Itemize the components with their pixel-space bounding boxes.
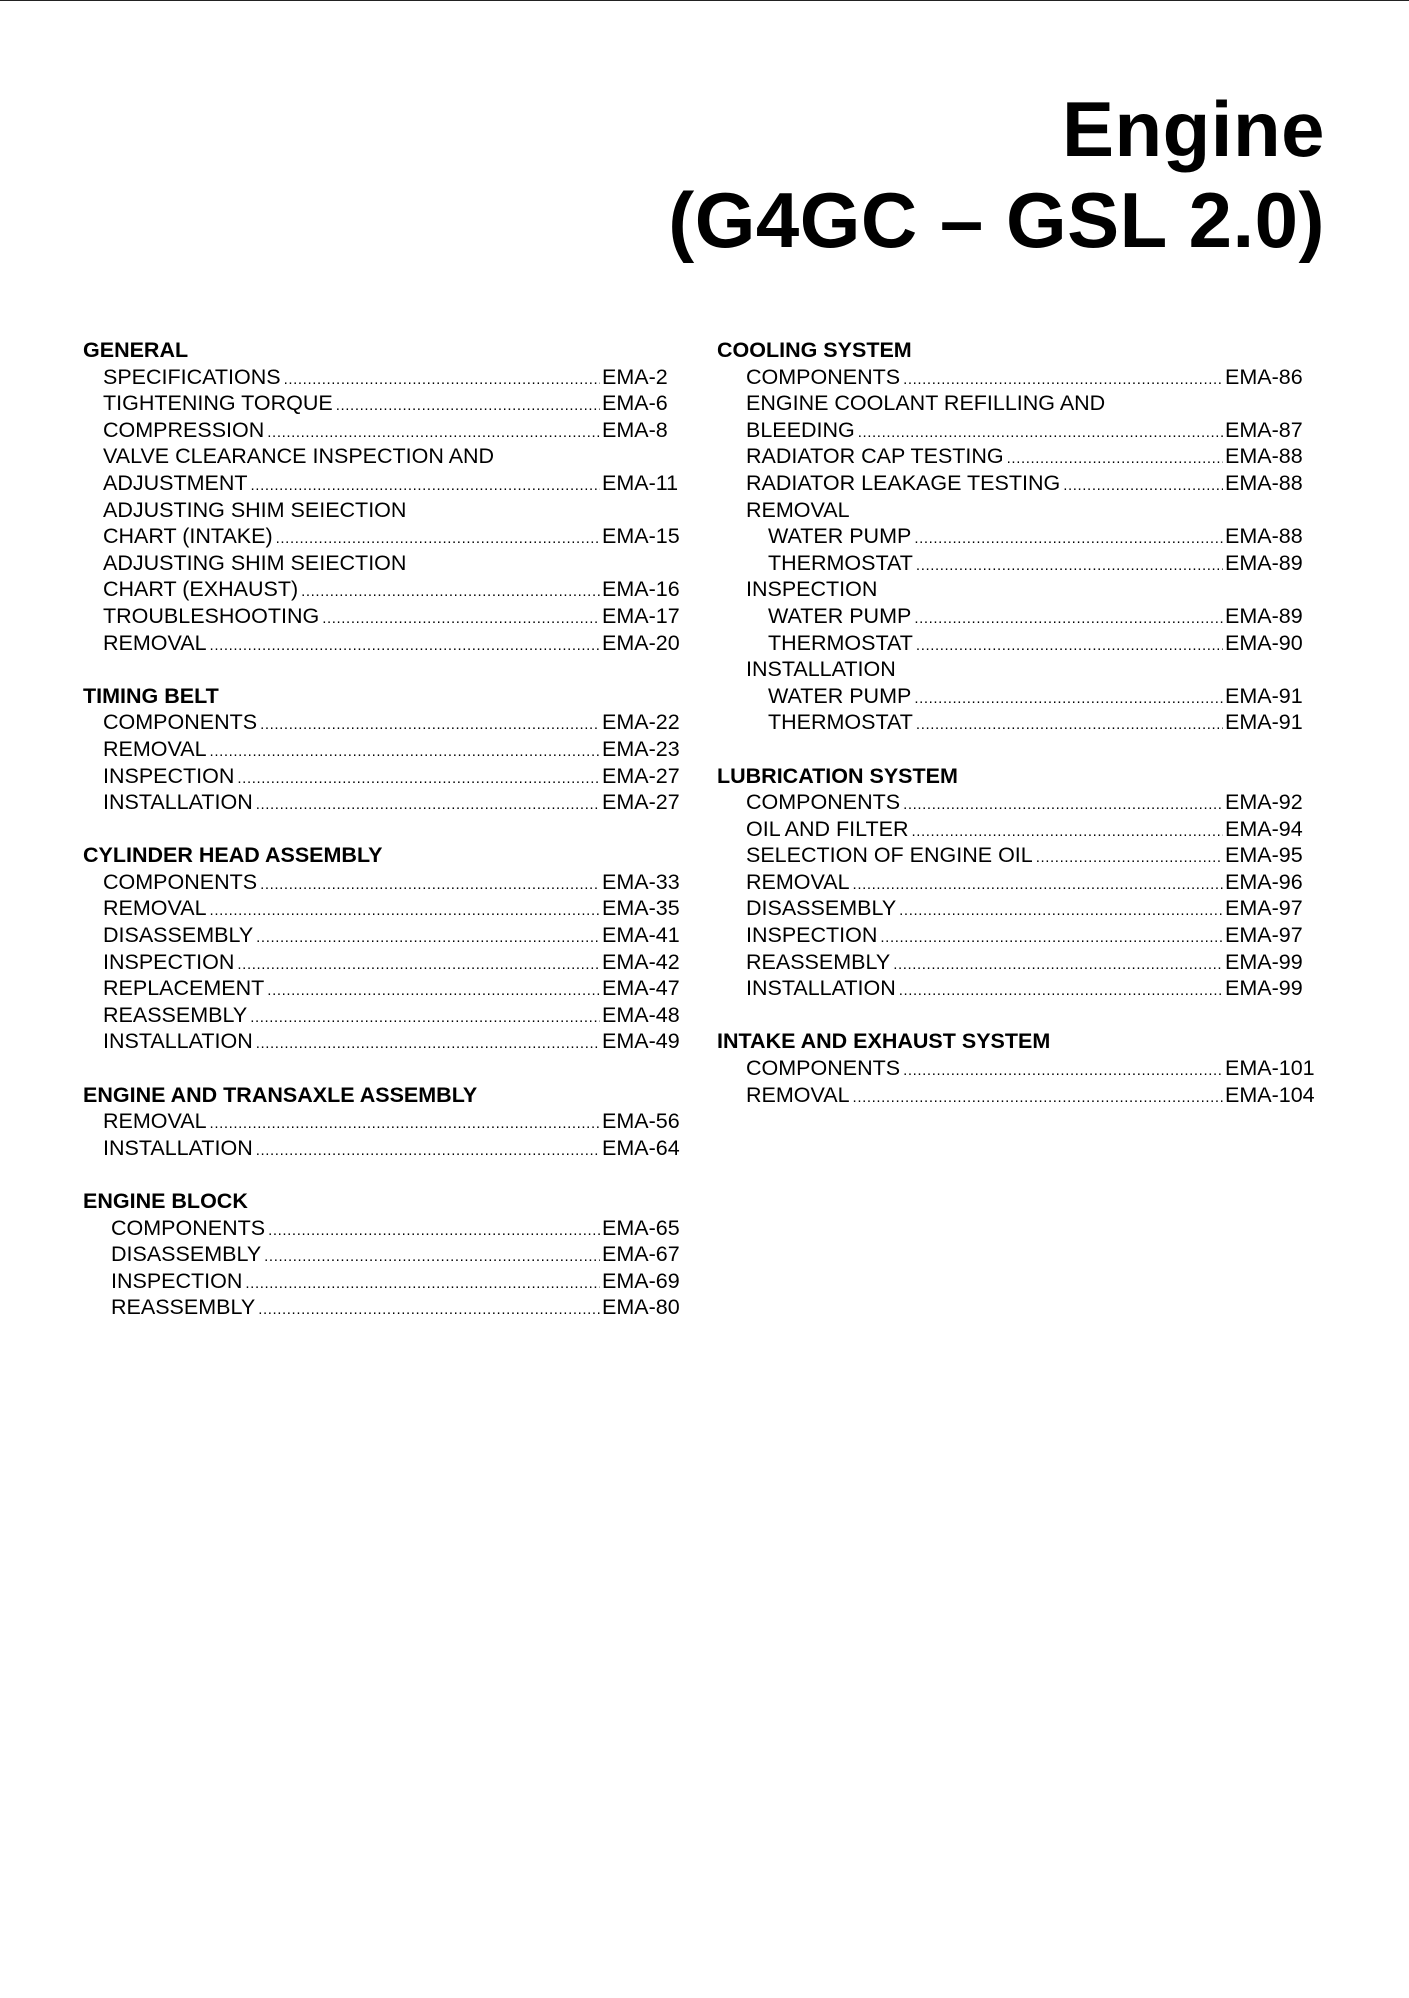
toc-entry-label: THERMOSTAT — [768, 630, 913, 655]
toc-entry — [717, 576, 1321, 603]
toc-entry[interactable] — [83, 736, 686, 763]
toc-entry-page: EMA-6 — [602, 391, 668, 416]
toc-entry[interactable] — [717, 1055, 1321, 1082]
dot-leader — [210, 739, 600, 766]
toc-entry-label: ADJUSTMENT — [103, 470, 248, 495]
toc-entry-page: EMA-42 — [602, 949, 680, 974]
toc-entry[interactable] — [717, 683, 1321, 710]
toc-entry[interactable] — [83, 364, 686, 391]
toc-entry-page: EMA-48 — [602, 1002, 680, 1027]
toc-entry-label: OIL AND FILTER — [746, 816, 909, 841]
toc-entry-page: EMA-104 — [1225, 1082, 1315, 1107]
dot-leader — [911, 819, 1223, 846]
toc-entry-label: REMOVAL — [103, 630, 207, 655]
toc-entry-page: EMA-8 — [602, 417, 668, 442]
toc-entry[interactable] — [717, 816, 1321, 843]
toc-entry-label: ENGINE COOLANT REFILLING AND — [746, 391, 1106, 416]
dot-leader — [916, 712, 1223, 739]
dot-leader — [301, 579, 600, 606]
toc-entry-page: EMA-69 — [602, 1268, 680, 1293]
toc-entry-page: EMA-27 — [602, 763, 680, 788]
dot-leader — [237, 766, 600, 793]
toc-entry-label: COMPONENTS — [103, 869, 258, 894]
toc-entry-page: EMA-20 — [602, 630, 680, 655]
toc-entry[interactable] — [83, 949, 686, 976]
dot-leader — [260, 872, 600, 899]
dot-leader — [899, 978, 1223, 1005]
toc-section-heading: CYLINDER HEAD ASSEMBLY — [83, 843, 383, 868]
toc-entry-page: EMA-87 — [1225, 417, 1303, 442]
toc-entry-page: EMA-99 — [1225, 949, 1303, 974]
toc-section-heading: TIMING BELT — [83, 683, 219, 708]
toc-entry-label: ADJUSTING SHIM SEIECTION — [103, 497, 407, 522]
toc-entry[interactable] — [83, 895, 686, 922]
toc-entry-page: EMA-89 — [1225, 603, 1303, 628]
toc-entry-page: EMA-41 — [602, 923, 680, 948]
dot-leader — [210, 898, 600, 925]
toc-entry-page: EMA-91 — [1225, 683, 1303, 708]
toc-entry[interactable] — [83, 763, 686, 790]
toc-entry-page: EMA-33 — [602, 869, 680, 894]
toc-entry[interactable] — [83, 975, 686, 1002]
toc-entry-label: REMOVAL — [746, 1082, 850, 1107]
toc-entry-label: CHART (EXHAUST) — [103, 577, 299, 602]
toc-entry-label: ADJUSTING SHIM SEIECTION — [103, 550, 407, 575]
dot-leader — [284, 367, 600, 394]
toc-entry-label: REPLACEMENT — [103, 976, 265, 1001]
toc-entry-label: INSPECTION — [103, 949, 235, 974]
toc-entry-label: REASSEMBLY — [111, 1295, 256, 1320]
toc-entry-page: EMA-22 — [602, 710, 680, 735]
toc-section — [83, 683, 686, 816]
toc-entry[interactable] — [717, 417, 1321, 444]
toc-entry-label: REASSEMBLY — [746, 949, 891, 974]
toc-entry[interactable] — [83, 603, 686, 630]
dot-leader — [903, 792, 1223, 819]
toc-entry-label: INSTALLATION — [103, 790, 253, 815]
toc-entry-page: EMA-15 — [602, 524, 680, 549]
toc-section — [717, 337, 1321, 736]
dot-leader — [858, 420, 1223, 447]
toc-entry-label: INSTALLATION — [746, 976, 896, 1001]
toc-entry-label: REMOVAL — [103, 736, 207, 761]
dot-leader — [264, 1244, 600, 1271]
dot-leader — [251, 473, 600, 500]
toc-entry-label: REMOVAL — [746, 869, 850, 894]
toc-section — [83, 1082, 686, 1162]
dot-leader — [1063, 473, 1223, 500]
toc-section — [83, 842, 686, 1055]
dot-leader — [256, 792, 600, 819]
dot-leader — [853, 872, 1223, 899]
dot-leader — [210, 633, 600, 660]
toc-entry[interactable] — [83, 390, 686, 417]
toc-entry-page: EMA-88 — [1225, 470, 1303, 495]
toc-entry[interactable] — [83, 1268, 686, 1295]
toc-entry-page: EMA-101 — [1225, 1056, 1315, 1081]
title-line-2: (G4GC – GSL 2.0) — [668, 176, 1325, 264]
dot-leader — [1007, 446, 1223, 473]
toc-section-heading: INTAKE AND EXHAUST SYSTEM — [717, 1029, 1051, 1054]
toc-entry[interactable] — [717, 550, 1321, 577]
toc-entry[interactable] — [717, 630, 1321, 657]
dot-leader — [237, 952, 600, 979]
dot-leader — [245, 1271, 600, 1298]
toc-entry-page: EMA-65 — [602, 1215, 680, 1240]
toc-entry[interactable] — [717, 789, 1321, 816]
toc-entry-label: CHART (INTAKE) — [103, 524, 273, 549]
toc-entry[interactable] — [83, 523, 686, 550]
toc-entry[interactable] — [717, 922, 1321, 949]
toc-entry-label: REMOVAL — [746, 497, 850, 522]
toc-entry[interactable] — [717, 895, 1321, 922]
toc-entry-page: EMA-91 — [1225, 710, 1303, 735]
dot-leader — [336, 393, 600, 420]
toc-entry-page: EMA-80 — [602, 1295, 680, 1320]
toc-entry[interactable] — [83, 1108, 686, 1135]
toc-entry-label: COMPONENTS — [746, 790, 901, 815]
dot-leader — [914, 686, 1223, 713]
toc-entry-label: REASSEMBLY — [103, 1002, 248, 1027]
dot-leader — [256, 925, 600, 952]
toc-entry-page: EMA-27 — [602, 790, 680, 815]
toc-entry-label: REMOVAL — [103, 1109, 207, 1134]
toc-entry[interactable] — [83, 789, 686, 816]
dot-leader — [267, 978, 600, 1005]
toc-entry-label: INSTALLATION — [103, 1029, 253, 1054]
dot-leader — [893, 952, 1223, 979]
toc-section-heading: ENGINE AND TRANSAXLE ASSEMBLY — [83, 1082, 478, 1107]
dot-leader — [899, 898, 1223, 925]
toc-entry-label: COMPONENTS — [103, 710, 258, 735]
toc-entry-page: EMA-88 — [1225, 524, 1303, 549]
toc-entry[interactable] — [83, 1002, 686, 1029]
toc-right-column — [717, 337, 1321, 1135]
toc-entry[interactable] — [83, 869, 686, 896]
dot-leader — [903, 367, 1223, 394]
toc-entry-label: RADIATOR CAP TESTING — [746, 444, 1004, 469]
toc-section — [83, 337, 686, 656]
toc-entry-page: EMA-88 — [1225, 444, 1303, 469]
dot-leader — [916, 633, 1223, 660]
toc-entry — [83, 550, 686, 577]
toc-entry-label: REMOVAL — [103, 896, 207, 921]
toc-entry[interactable] — [717, 709, 1321, 736]
toc-entry-label: INSPECTION — [746, 577, 878, 602]
dot-leader — [914, 526, 1223, 553]
toc-entry-page: EMA-49 — [602, 1029, 680, 1054]
toc-entry[interactable] — [717, 443, 1321, 470]
dot-leader — [258, 1297, 600, 1324]
toc-entry — [83, 443, 686, 470]
toc-entry[interactable] — [83, 1294, 686, 1321]
toc-entry-label: TIGHTENING TORQUE — [103, 391, 333, 416]
toc-entry[interactable] — [83, 470, 686, 497]
toc-entry-label: COMPONENTS — [111, 1215, 266, 1240]
toc-entry-label: WATER PUMP — [768, 524, 912, 549]
toc-entry[interactable] — [83, 1241, 686, 1268]
toc-entry[interactable] — [717, 523, 1321, 550]
page-title — [668, 84, 1325, 266]
dot-leader — [916, 553, 1223, 580]
dot-leader — [880, 925, 1223, 952]
dot-leader — [250, 1005, 600, 1032]
toc-entry-page: EMA-97 — [1225, 923, 1303, 948]
toc-left-column — [83, 337, 686, 1348]
toc-section — [83, 1188, 686, 1321]
toc-entry[interactable] — [717, 470, 1321, 497]
toc-entry-page: EMA-35 — [602, 896, 680, 921]
dot-leader — [256, 1031, 600, 1058]
dot-leader — [256, 1138, 600, 1165]
toc-entry-label: COMPRESSION — [103, 417, 265, 442]
toc-entry[interactable] — [83, 922, 686, 949]
dot-leader — [260, 712, 600, 739]
toc-section-heading: ENGINE BLOCK — [83, 1189, 248, 1213]
dot-leader — [210, 1111, 600, 1138]
toc-entry[interactable] — [83, 1215, 686, 1242]
toc-entry — [717, 497, 1321, 524]
toc-entry-page: EMA-23 — [602, 736, 680, 761]
toc-entry[interactable] — [83, 1135, 686, 1162]
toc-entry-page: EMA-97 — [1225, 896, 1303, 921]
toc-entry-page: EMA-64 — [602, 1135, 680, 1160]
toc-entry[interactable] — [83, 417, 686, 444]
dot-leader — [914, 606, 1223, 633]
toc-entry — [717, 390, 1321, 417]
toc-entry-page: EMA-90 — [1225, 630, 1303, 655]
toc-entry-label: SPECIFICATIONS — [103, 364, 281, 389]
dot-leader — [268, 1218, 600, 1245]
toc-entry[interactable] — [717, 842, 1321, 869]
toc-entry-page: EMA-86 — [1225, 364, 1303, 389]
toc-entry-page: EMA-16 — [602, 577, 680, 602]
toc-entry-label: VALVE CLEARANCE INSPECTION AND — [103, 444, 495, 469]
toc-section-heading: LUBRICATION SYSTEM — [717, 763, 958, 788]
toc-entry-label: INSTALLATION — [103, 1135, 253, 1160]
toc-entry — [717, 656, 1321, 683]
toc-section — [717, 1028, 1321, 1108]
toc-entry-page: EMA-67 — [602, 1242, 680, 1267]
toc-entry-page: EMA-92 — [1225, 790, 1303, 815]
toc-section — [717, 763, 1321, 1002]
toc-entry-page: EMA-47 — [602, 976, 680, 1001]
toc-entry[interactable] — [83, 630, 686, 657]
toc-entry[interactable] — [83, 1028, 686, 1055]
toc-entry[interactable] — [717, 1082, 1321, 1109]
toc-entry-page: EMA-56 — [602, 1109, 680, 1134]
toc-entry-label: THERMOSTAT — [768, 550, 913, 575]
toc-section-heading: COOLING SYSTEM — [717, 338, 912, 362]
toc-section-heading: GENERAL — [83, 338, 189, 362]
title-line-1: Engine — [1061, 85, 1325, 173]
toc-entry-page: EMA-94 — [1225, 816, 1303, 841]
toc-entry-label: DISASSEMBLY — [746, 896, 897, 921]
dot-leader — [322, 606, 600, 633]
toc-entry-label: SELECTION OF ENGINE OIL — [746, 843, 1033, 868]
toc-entry-label: INSTALLATION — [746, 657, 896, 682]
toc-entry-label: COMPONENTS — [746, 364, 901, 389]
toc-entry-page: EMA-11 — [602, 470, 679, 495]
toc-entry-page: EMA-95 — [1225, 843, 1303, 868]
dot-leader — [267, 420, 600, 447]
toc-entry[interactable] — [717, 869, 1321, 896]
dot-leader — [853, 1085, 1223, 1112]
dot-leader — [1036, 845, 1223, 872]
toc-entry[interactable] — [717, 975, 1321, 1002]
toc-entry-label: COMPONENTS — [746, 1056, 901, 1081]
toc-entry-label: INSPECTION — [111, 1268, 243, 1293]
toc-entry-label: DISASSEMBLY — [103, 923, 254, 948]
toc-entry-page: EMA-99 — [1225, 976, 1303, 1001]
toc-entry-page: EMA-96 — [1225, 869, 1303, 894]
toc-entry-label: WATER PUMP — [768, 683, 912, 708]
toc-entry[interactable] — [717, 603, 1321, 630]
toc-entry[interactable] — [717, 949, 1321, 976]
toc-entry-label: WATER PUMP — [768, 603, 912, 628]
toc-entry[interactable] — [717, 364, 1321, 391]
toc-entry-label: INSPECTION — [103, 763, 235, 788]
dot-leader — [903, 1058, 1223, 1085]
toc-entry-label: INSPECTION — [746, 923, 878, 948]
toc-entry-page: EMA-2 — [602, 364, 668, 389]
toc-entry-page: EMA-89 — [1225, 550, 1303, 575]
toc-entry-label: DISASSEMBLY — [111, 1242, 262, 1267]
toc-entry — [83, 497, 686, 524]
toc-entry[interactable] — [83, 709, 686, 736]
toc-entry-label: THERMOSTAT — [768, 710, 913, 735]
dot-leader — [276, 526, 600, 553]
toc-entry-page: EMA-17 — [602, 603, 680, 628]
toc-entry-label: TROUBLESHOOTING — [103, 603, 320, 628]
toc-entry-label: BLEEDING — [746, 417, 855, 442]
page-top-rule — [0, 0, 1409, 1]
toc-entry[interactable] — [83, 576, 686, 603]
toc-entry-label: RADIATOR LEAKAGE TESTING — [746, 470, 1061, 495]
